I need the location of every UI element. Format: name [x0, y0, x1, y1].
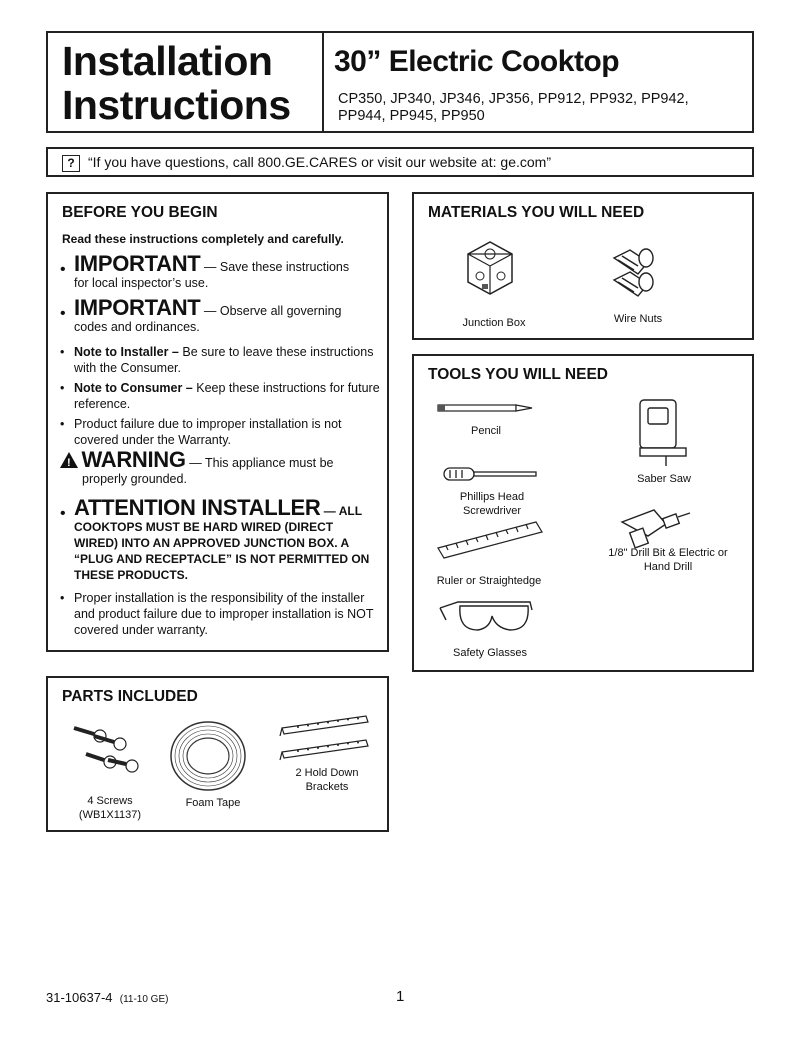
warning-heading: WARNING — [81, 447, 186, 472]
screwdriver-icon — [442, 464, 542, 484]
drill-icon — [618, 506, 692, 548]
read-instructions-note: Read these instructions completely and carefully. — [62, 232, 344, 246]
important-codes-text-2: codes and ordinances. — [74, 320, 200, 334]
failure-warranty-text: Product failure due to improper installation is not covered under the Warranty. — [74, 417, 342, 447]
tools-item-label-1: 1/8" Drill Bit & Electric or — [608, 547, 728, 559]
proper-installation-text: Proper installation is the responsibility of the installer and product failure due to improper installation is NOT covered under warranty. — [74, 591, 374, 637]
product-name: 30” Electric Cooktop — [334, 45, 620, 78]
question-box-icon: ? — [62, 155, 80, 172]
header-box — [46, 31, 754, 133]
models-line-2: PP944, PP945, PP950 — [338, 108, 485, 124]
attention-installer-item: • ATTENTION INSTALLER — ALL COOKTOPS MUST BE HARD WIRED (DIRECT WIRED) INTO AN APPROVED JUNCTION BOX. A “PLUG AND RECEPTACLE” IS NOT PERMITTED ON THESE PRODUCTS. — [60, 500, 380, 583]
parts-item-label-1: 4 Screws — [87, 795, 133, 807]
parts-title: PARTS INCLUDED — [62, 688, 198, 705]
document-number: 31-10637-4 — [46, 990, 113, 1005]
document-title — [62, 39, 291, 127]
title-line-1: Installation — [62, 38, 273, 84]
attention-text: — ALL — [320, 504, 363, 518]
parts-item-label-2: (WB1X1137) — [78, 809, 142, 821]
tools-item-label: Ruler or Straightedge — [436, 575, 542, 587]
note-installer-heading: Note to Installer – — [74, 345, 179, 359]
note-installer-item: • Note to Installer – Be sure to leave these instructions with the Consumer. — [60, 345, 374, 375]
note-consumer-heading: Note to Consumer – — [74, 381, 193, 395]
tools-item-label-1: Phillips Head — [459, 491, 525, 503]
wire-nuts-icon — [608, 244, 660, 302]
foam-tape-icon — [168, 720, 248, 792]
header-divider — [322, 33, 324, 131]
failure-warranty-item: • Product failure due to improper installation is not covered under the Warranty. — [60, 416, 380, 448]
note-consumer-item: • Note to Consumer – Keep these instructions for future reference. — [60, 381, 380, 411]
warning-text: — This appliance must be — [185, 456, 334, 470]
brackets-icon — [276, 712, 372, 762]
note-installer-text: Be sure to leave these instructions with the Consumer. — [74, 345, 374, 375]
materials-item-label: Junction Box — [462, 317, 526, 329]
page-number: 1 — [396, 988, 405, 1005]
model-numbers — [338, 91, 738, 125]
tools-title: TOOLS YOU WILL NEED — [428, 366, 608, 383]
title-line-2: Instructions — [62, 82, 291, 128]
materials-title: MATERIALS YOU WILL NEED — [428, 204, 645, 221]
note-consumer-text: Keep these instructions for future reference. — [74, 381, 380, 411]
before-you-begin-section — [46, 192, 389, 652]
important-codes-item: • IMPORTANT — Observe all governing codes and ordinances. — [60, 300, 380, 335]
tools-item-label: Pencil — [471, 425, 501, 437]
ruler-icon — [436, 520, 544, 560]
important-save-text: — Save these instructions — [200, 260, 350, 274]
parts-item-label-1: 2 Hold Down — [295, 767, 359, 779]
pencil-icon — [436, 402, 534, 414]
parts-item-label-2: Brackets — [305, 781, 349, 793]
tools-item-label: Saber Saw — [637, 473, 691, 485]
parts-section — [46, 676, 389, 832]
warning-item — [60, 447, 380, 487]
warning-text-2: properly grounded. — [82, 472, 187, 486]
attention-text-2: COOKTOPS MUST BE HARD WIRED (DIRECT WIRED) INTO AN APPROVED JUNCTION BOX. A “PLUG AND RECEPTACLE” IS NOT PERMITTED ON THESE PRODUCTS. — [74, 520, 370, 582]
tools-item-label: Safety Glasses — [453, 647, 527, 659]
models-line-1: CP350, JP340, JP346, JP356, PP912, PP932, PP942, — [338, 91, 689, 107]
document-code — [46, 990, 168, 1005]
junction-box-icon — [458, 236, 518, 300]
important-heading: IMPORTANT — [74, 295, 201, 320]
warning-icon — [60, 452, 78, 468]
contact-bar — [46, 147, 754, 177]
materials-item-label: Wire Nuts — [613, 313, 663, 325]
tools-item-label-2: Screwdriver — [462, 505, 522, 517]
attention-heading: ATTENTION INSTALLER — [74, 495, 321, 520]
safety-glasses-icon — [438, 598, 534, 638]
important-save-text-2: for local inspector’s use. — [74, 276, 209, 290]
tools-item-label-2: Hand Drill — [643, 561, 693, 573]
important-save-item: • IMPORTANT — Save these instructions for local inspector’s use. — [60, 256, 380, 291]
materials-section — [412, 192, 754, 340]
revision-code: (11-10 GE) — [119, 994, 169, 1005]
before-you-begin-title: BEFORE YOU BEGIN — [62, 204, 218, 221]
parts-item-label: Foam Tape — [185, 797, 241, 809]
tools-section — [412, 354, 754, 672]
proper-installation-item: • Proper installation is the responsibility of the installer and product failure due to improper installation is NOT covered under warranty. — [60, 590, 380, 638]
important-heading: IMPORTANT — [74, 251, 201, 276]
saber-saw-icon — [636, 398, 692, 468]
contact-text: “If you have questions, call 800.GE.CARES or visit our website at: ge.com” — [88, 154, 551, 170]
screws-icon — [70, 722, 142, 778]
important-codes-text: — Observe all governing — [200, 304, 342, 318]
